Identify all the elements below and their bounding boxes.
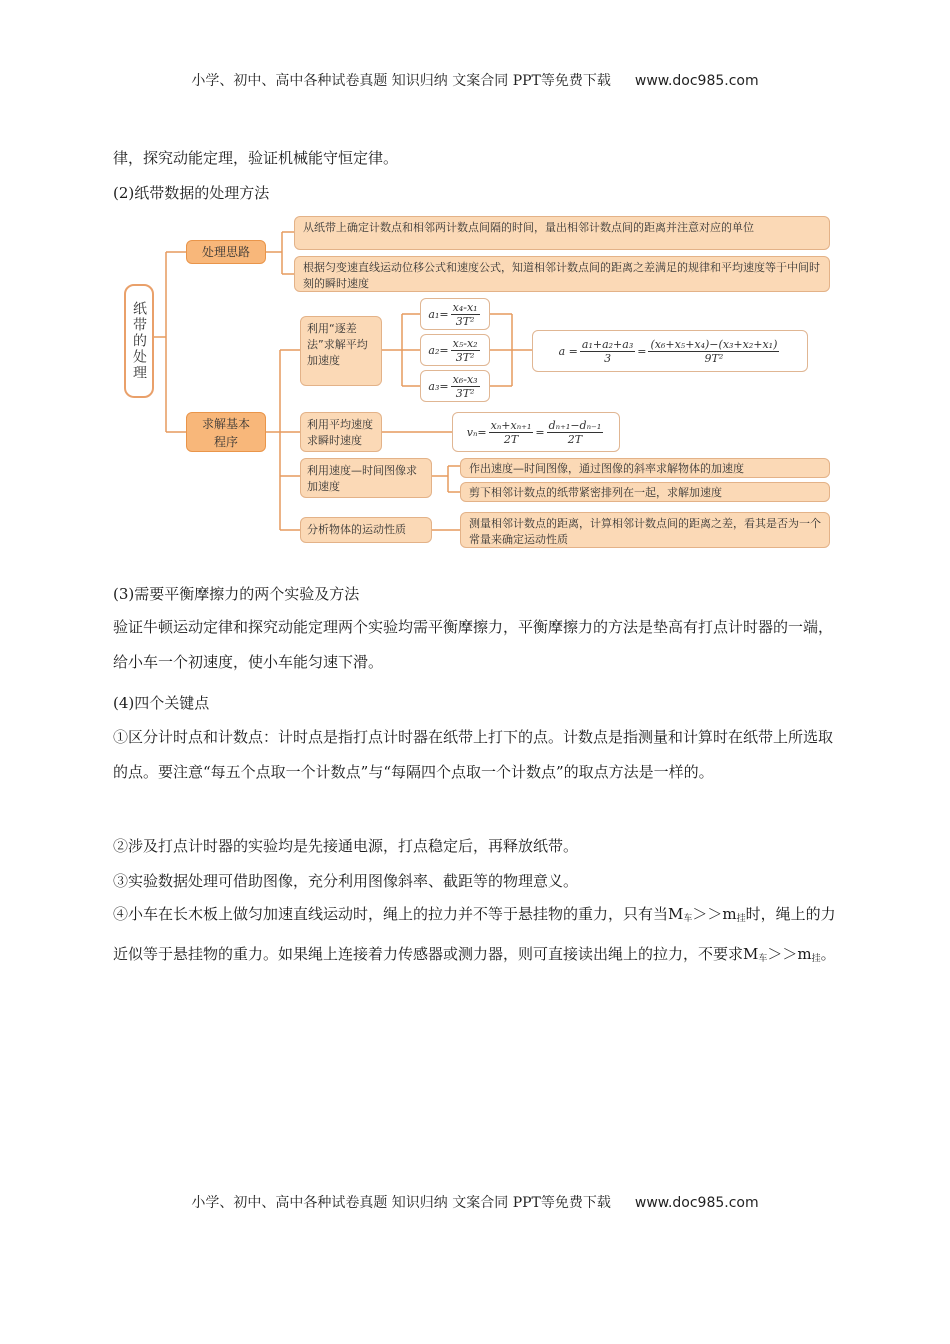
page-footer: [0, 1192, 950, 1212]
formula-a-mean: a = $\frac{\text{a₁+a₂+a₃}}{3}$ = $\frac{\text{(x₆+x₅+x₄)−(x₃+x₂+x₁)}}{\text{9T²}}$: [532, 330, 808, 372]
method-successive-difference: 利用“逐差法”求解平均加速度: [300, 316, 382, 386]
graph-method-2: 剪下相邻计数点的纸带紧密排列在一起，求解加速度: [460, 482, 830, 502]
graph-method-1: 作出速度—时间图像，通过图像的斜率求解物体的加速度: [460, 458, 830, 478]
key-point-3: ③实验数据处理可借助图像，充分利用图像斜率、截距等的物理意义。: [113, 872, 579, 890]
formula-a1: a₁= $\frac{\text{x₄-x₁}}{\text{3T²}}$: [420, 298, 490, 330]
section-2-heading: (2)纸带数据的处理方法: [113, 184, 270, 202]
header-site[interactable]: www.doc985.com: [634, 73, 759, 89]
header-text: 小学、初中、高中各种试卷真题 知识归纳 文案合同 PPT等免费下载: [191, 73, 611, 89]
method-vt-graph: 利用速度—时间图像求加速度: [300, 458, 432, 498]
idea-step-2: 根据匀变速直线运动位移公式和速度公式，知道相邻计数点间的距离之差满足的规律和平均速度等于中间时刻的瞬时速度: [294, 256, 830, 292]
key-point-1: ①区分计时点和计数点：计时点是指打点计时器在纸带上打下的点。计数点是指测量和计算时在纸带上所选取的点。要注意“每五个点取一个计数点”与“每隔四个点取一个计数点”的取点方法是一样的。: [113, 728, 834, 781]
formula-a2: a₂= $\frac{\text{x₅-x₂}}{\text{3T²}}$: [420, 334, 490, 366]
intro-line: 律，探究动能定理，验证机械能守恒定律。: [113, 149, 399, 167]
section-3-heading: (3)需要平衡摩擦力的两个实验及方法: [113, 585, 360, 603]
section-4-heading: (4)四个关键点: [113, 694, 210, 712]
key-point-4: ④小车在长木板上做匀加速直线运动时，绳上的拉力并不等于悬挂物的重力，只有当$M_车>>m_挂$时，绳上的力近似等于悬挂物的重力。如果绳上连接着力传感器或测力器，则可直接读出绳上的拉力，不要求$M_车>>m_挂$。: [113, 905, 836, 964]
node-basic-procedure: 求解基本程序: [186, 412, 266, 452]
key-point-2: ②涉及打点计时器的实验均是先接通电源，打点稳定后，再释放纸带。: [113, 837, 579, 855]
method-motion-analysis: 分析物体的运动性质: [300, 517, 432, 543]
node-processing-idea: 处理思路: [186, 240, 266, 264]
root-node: 纸带的处理: [124, 284, 154, 398]
section-3-body: 验证牛顿运动定律和探究动能定理两个实验均需平衡摩擦力，平衡摩擦力的方法是垫高有打点计时器的一端，给小车一个初速度，使小车能匀速下滑。: [113, 618, 834, 671]
footer-text: 小学、初中、高中各种试卷真题 知识归纳 文案合同 PPT等免费下载: [191, 1195, 611, 1211]
motion-analysis-detail: 测量相邻计数点的距离，计算相邻计数点间的距离之差，看其是否为一个常量来确定运动性质: [460, 512, 830, 548]
idea-step-1: 从纸带上确定计数点和相邻两计数点间隔的时间，量出相邻计数点间的距离并注意对应的单位: [294, 216, 830, 250]
method-average-velocity: 利用平均速度求瞬时速度: [300, 412, 382, 452]
formula-vn: vₙ= $\frac{\text{xₙ+xₙ₊₁}}{2T}$ = $\frac{\text{dₙ₊₁−dₙ₋₁}}{2T}$: [452, 412, 620, 452]
page-header: [0, 70, 950, 90]
footer-site[interactable]: www.doc985.com: [634, 1195, 759, 1211]
mindmap: [118, 212, 836, 552]
formula-a3: a₃= $\frac{\text{x₆-x₃}}{\text{3T²}}$: [420, 370, 490, 402]
